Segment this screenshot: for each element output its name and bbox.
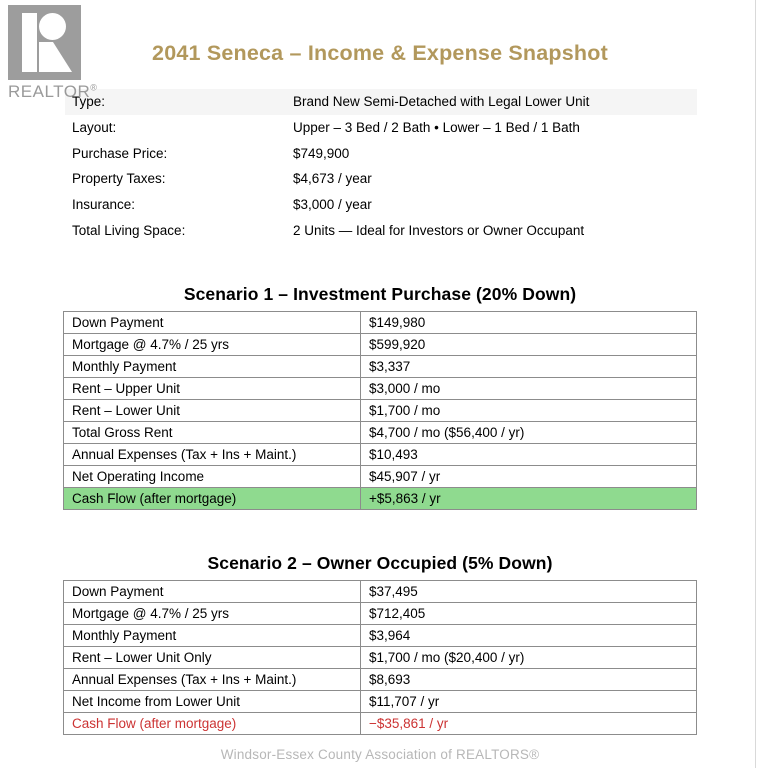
- detail-row-insurance: [65, 192, 697, 218]
- row-value: −$35,861 / yr: [361, 713, 697, 735]
- table-row: [64, 466, 697, 488]
- detail-value: $3,000 / year: [293, 196, 372, 212]
- table-row: [64, 312, 697, 334]
- row-value: $11,707 / yr: [361, 691, 697, 713]
- row-label: Net Operating Income: [64, 466, 361, 488]
- row-value: $599,920: [361, 334, 697, 356]
- row-value: $3,964: [361, 625, 697, 647]
- detail-label: Insurance:: [72, 196, 136, 212]
- scenario1-heading: Scenario 1 – Investment Purchase (20% Down): [183, 284, 577, 304]
- table-row: [64, 581, 697, 603]
- cash-flow-negative-row: [64, 713, 697, 735]
- table-row: [64, 669, 697, 691]
- row-value: $149,980: [361, 312, 697, 334]
- row-value: +$5,863 / yr: [361, 488, 697, 510]
- detail-value: $4,673 / year: [293, 171, 372, 187]
- row-label: Rent – Lower Unit: [64, 400, 361, 422]
- detail-row-layout: [65, 115, 697, 141]
- table-row: [64, 603, 697, 625]
- detail-row-total-living-space: [65, 217, 697, 243]
- property-details-list: [65, 89, 697, 243]
- page-title: 2041 Seneca – Income & Expense Snapshot: [152, 41, 608, 65]
- page-edge-divider: [755, 0, 756, 768]
- detail-row-purchase-price: [65, 140, 697, 166]
- row-value: $10,493: [361, 444, 697, 466]
- table-row: [64, 647, 697, 669]
- row-label: Down Payment: [64, 581, 361, 603]
- detail-value: Brand New Semi-Detached with Legal Lower Unit: [293, 94, 590, 110]
- row-label: Down Payment: [64, 312, 361, 334]
- detail-label: Property Taxes:: [72, 171, 166, 187]
- row-value: $1,700 / mo ($20,400 / yr): [361, 647, 697, 669]
- table-row: [64, 625, 697, 647]
- row-value: $37,495: [361, 581, 697, 603]
- row-value: $45,907 / yr: [361, 466, 697, 488]
- scenario1-table: [63, 311, 697, 510]
- detail-row-property-taxes: [65, 166, 697, 192]
- detail-label: Layout:: [72, 119, 117, 135]
- realtor-block-r-icon: [8, 5, 81, 80]
- scenario2-heading: Scenario 2 – Owner Occupied (5% Down): [207, 553, 553, 573]
- detail-value: $749,900: [293, 145, 350, 161]
- table-row: [64, 334, 697, 356]
- footer-attribution: Windsor-Essex County Association of REALTORS®: [220, 747, 540, 762]
- table-row: [64, 422, 697, 444]
- row-value: $8,693: [361, 669, 697, 691]
- realtor-logo: [8, 5, 118, 100]
- row-label: Total Gross Rent: [64, 422, 361, 444]
- table-row: [64, 691, 697, 713]
- table-row: [64, 356, 697, 378]
- row-value: $3,337: [361, 356, 697, 378]
- realtor-wordmark: REALTOR®: [8, 82, 98, 101]
- row-label: Mortgage @ 4.7% / 25 yrs: [64, 603, 361, 625]
- table-row: [64, 378, 697, 400]
- row-label: Cash Flow (after mortgage): [64, 713, 361, 735]
- row-value: $3,000 / mo: [361, 378, 697, 400]
- detail-value: 2 Units — Ideal for Investors or Owner Occupant: [293, 222, 585, 238]
- table-row: [64, 444, 697, 466]
- cash-flow-positive-row: [64, 488, 697, 510]
- row-value: $4,700 / mo ($56,400 / yr): [361, 422, 697, 444]
- row-label: Annual Expenses (Tax + Ins + Maint.): [64, 444, 361, 466]
- row-label: Mortgage @ 4.7% / 25 yrs: [64, 334, 361, 356]
- row-label: Monthly Payment: [64, 625, 361, 647]
- detail-row-type: [65, 89, 697, 115]
- row-label: Net Income from Lower Unit: [64, 691, 361, 713]
- row-value: $712,405: [361, 603, 697, 625]
- detail-label: Type:: [72, 94, 106, 110]
- scenario2-table: [63, 580, 697, 735]
- row-value: $1,700 / mo: [361, 400, 697, 422]
- row-label: Cash Flow (after mortgage): [64, 488, 361, 510]
- row-label: Annual Expenses (Tax + Ins + Maint.): [64, 669, 361, 691]
- detail-label: Total Living Space:: [72, 222, 186, 238]
- row-label: Monthly Payment: [64, 356, 361, 378]
- detail-label: Purchase Price:: [72, 145, 168, 161]
- row-label: Rent – Lower Unit Only: [64, 647, 361, 669]
- detail-value: Upper – 3 Bed / 2 Bath • Lower – 1 Bed / 1 Bath: [293, 119, 580, 135]
- table-row: [64, 400, 697, 422]
- row-label: Rent – Upper Unit: [64, 378, 361, 400]
- registered-trademark-symbol: ®: [90, 82, 98, 93]
